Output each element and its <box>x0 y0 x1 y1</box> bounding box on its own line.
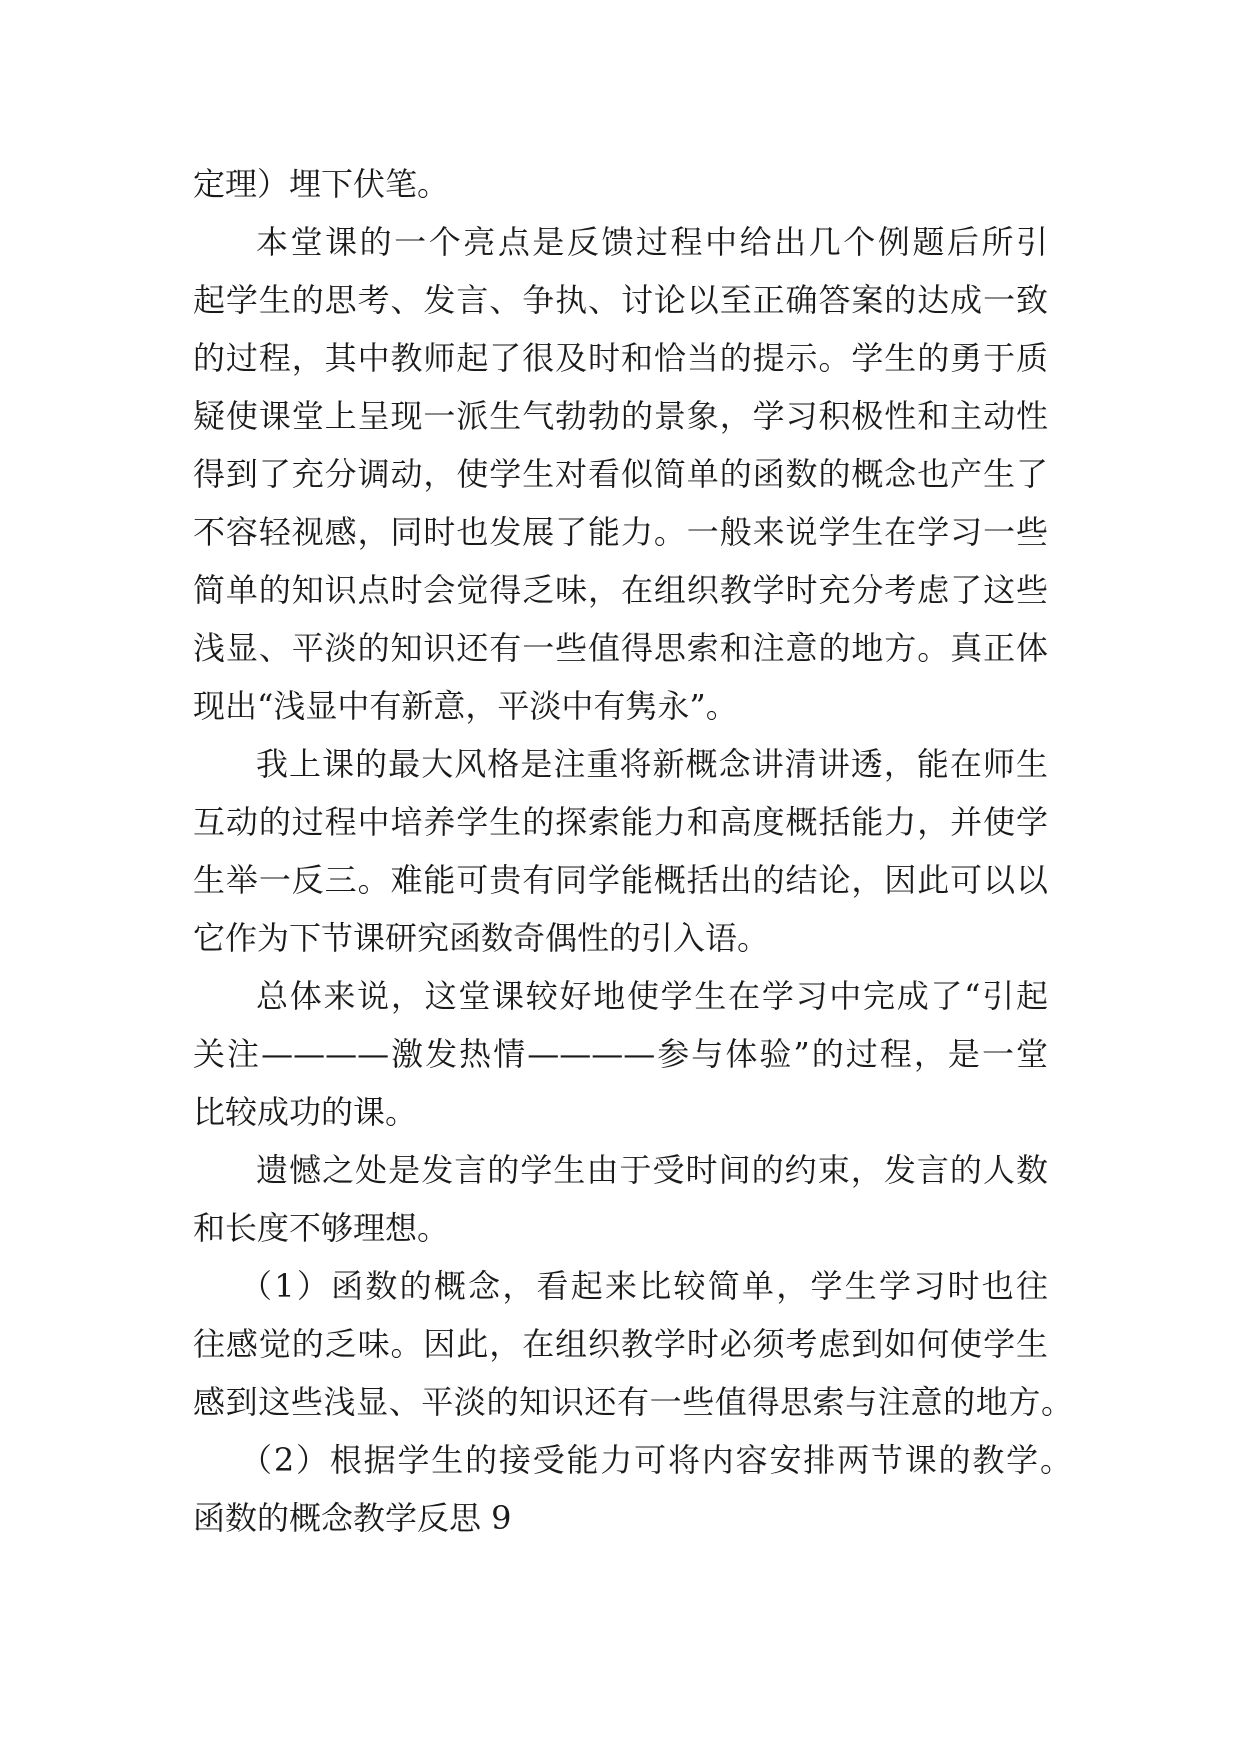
paragraph-5-line-1: 遗憾之处是发言的学生由于受时间的约束，发言的人数 <box>256 1151 1048 1189</box>
paragraph-1-line-1: 定理）埋下伏笔。 <box>193 165 450 203</box>
section-heading: 函数的概念教学反思 9 <box>193 1499 512 1537</box>
paragraph-2-line-5: 得到了充分调动，使学生对看似简单的函数的概念也产生了 <box>193 455 1048 493</box>
paragraph-3-line-2: 互动的过程中培养学生的探索能力和高度概括能力，并使学 <box>193 803 1048 841</box>
paragraph-2-line-1: 本堂课的一个亮点是反馈过程中给出几个例题后所引 <box>256 223 1048 261</box>
paragraph-2-line-4: 疑使课堂上呈现一派生气勃勃的景象，学习积极性和主动性 <box>193 397 1048 435</box>
paragraph-3-line-3: 生举一反三。难能可贵有同学能概括出的结论，因此可以以 <box>193 861 1048 899</box>
paragraph-3-line-4: 它作为下节课研究函数奇偶性的引入语。 <box>193 919 770 957</box>
paragraph-2-line-7: 简单的知识点时会觉得乏味，在组织教学时充分考虑了这些 <box>193 571 1048 609</box>
list-item-2-line-1: （2）根据学生的接受能力可将内容安排两节课的教学。 <box>240 1441 1072 1479</box>
list-item-1-line-2: 往感觉的乏味。因此，在组织教学时必须考虑到如何使学生 <box>193 1325 1048 1363</box>
list-item-1-line-1: （1）函数的概念，看起来比较简单，学生学习时也往 <box>240 1267 1048 1305</box>
paragraph-2-line-9: 现出“浅显中有新意，平淡中有隽永”。 <box>193 687 738 725</box>
paragraph-2-line-2: 起学生的思考、发言、争执、讨论以至正确答案的达成一致 <box>193 281 1048 319</box>
paragraph-2-line-8: 浅显、平淡的知识还有一些值得思索和注意的地方。真正体 <box>193 629 1048 667</box>
list-item-1-line-3: 感到这些浅显、平淡的知识还有一些值得思索与注意的地方。 <box>193 1383 1073 1421</box>
paragraph-2-line-6: 不容轻视感，同时也发展了能力。一般来说学生在学习一些 <box>193 513 1048 551</box>
paragraph-2-line-3: 的过程，其中教师起了很及时和恰当的提示。学生的勇于质 <box>193 339 1048 377</box>
paragraph-5-line-2: 和长度不够理想。 <box>193 1209 450 1247</box>
paragraph-3-line-1: 我上课的最大风格是注重将新概念讲清讲透，能在师生 <box>256 745 1048 783</box>
paragraph-4-line-2: 关注————激发热情————参与体验”的过程，是一堂 <box>193 1035 1048 1073</box>
paragraph-4-line-3: 比较成功的课。 <box>193 1093 418 1131</box>
paragraph-4-line-1: 总体来说，这堂课较好地使学生在学习中完成了“引起 <box>256 977 1048 1015</box>
